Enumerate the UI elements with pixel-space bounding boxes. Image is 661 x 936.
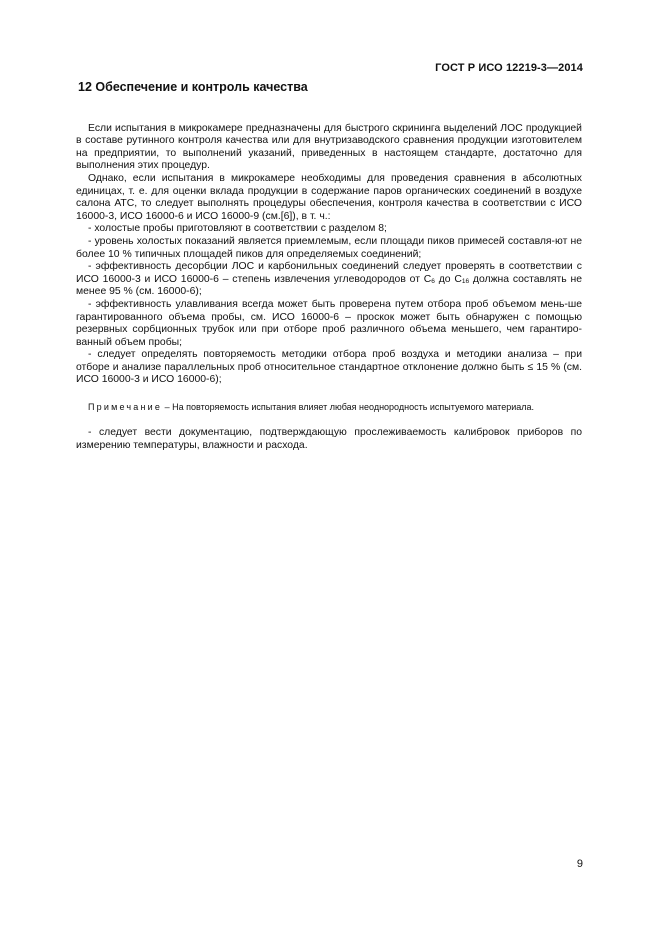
paragraph-intro-text: Если испытания в микрокамере предназначены для быстрого скрининга выделений ЛОС продукцией в составе рутинного контроля качества или для внутризаводского сравнения продукции изготовителем на предприятии, то выполнений указаний, приведенных в настоящем стандарте, достаточно для выполнения этих процедур.	[76, 122, 582, 172]
list-item-blank-level: - уровень холостых показаний является приемлемым, если площади пиков примесей составля-ют не более 10 % типичных площадей пиков для определяемых соединений;	[76, 235, 582, 260]
desorption-text-before: - эффективность десорбции ЛОС и карбонильных соединений следует проверять в соответствии с ИСО 16000-3 и ИСО 16000-6 – степень извлечения углеводородов от С	[76, 261, 582, 285]
note	[76, 401, 582, 413]
list-item-documentation: - следует вести документацию, подтверждающую прослеживаемость калибровок приборов по измерению температуры, влажности и расхода.	[76, 427, 582, 451]
note-dash: –	[162, 402, 173, 413]
page-number: 9	[576, 858, 583, 870]
section-content	[76, 110, 582, 452]
desorption-text-after: должна составлять не менее 95 % (см. 16000-6);	[76, 273, 583, 298]
desorption-subscript-6: 6	[431, 277, 435, 285]
list-item-trapping: - эффективность улавливания всегда может быть проверена путем отбора проб объемом мень-ше гарантированного объема пробы, см. ИСО 16000-6 – проскок может быть обнаружен с помощью резервных сорбционных трубок или при отборе проб различного объема меньшего, чем гарантиро-ванный объем пробы;	[76, 298, 582, 348]
note-text: На повторяемость испытания влияет любая неоднородность испытуемого материала.	[172, 402, 535, 413]
desorption-subscript-16: 16	[461, 277, 470, 285]
list-item-repeatability: - следует определять повторяемость методики отбора проб воздуха и методики анализа – при отборе и анализе параллельных проб относительное стандартное отклонение должно быть ≤ 15 % (см. ИСО 16000-3 и ИСО 16000-6);	[76, 349, 582, 386]
list-item-blanks: - холостые пробы приготовляют в соответствии с разделом 8;	[88, 223, 387, 235]
list-item-desorption	[76, 261, 582, 299]
paragraph-however: Однако, если испытания в микрокамере необходимы для проведения сравнения в абсолютных единицах, т. е. для оценки вклада продукции в содержание паров органических соединений в воздухе салона АТС, то следует выполнять процедуры обеспечения, контроля качества в соответствии с ИСО 16000-3, ИСО 16000-6 и ИСО 16000-9 (см.[6]), в т. ч.:	[76, 172, 582, 222]
document-code: ГОСТ Р ИСО 12219-3—2014	[435, 62, 583, 74]
paragraph-intro	[76, 110, 582, 173]
note-label: Примечание	[88, 402, 163, 413]
desorption-text-middle: до С	[434, 273, 462, 285]
section-title: 12 Обеспечение и контроль качества	[78, 80, 308, 94]
